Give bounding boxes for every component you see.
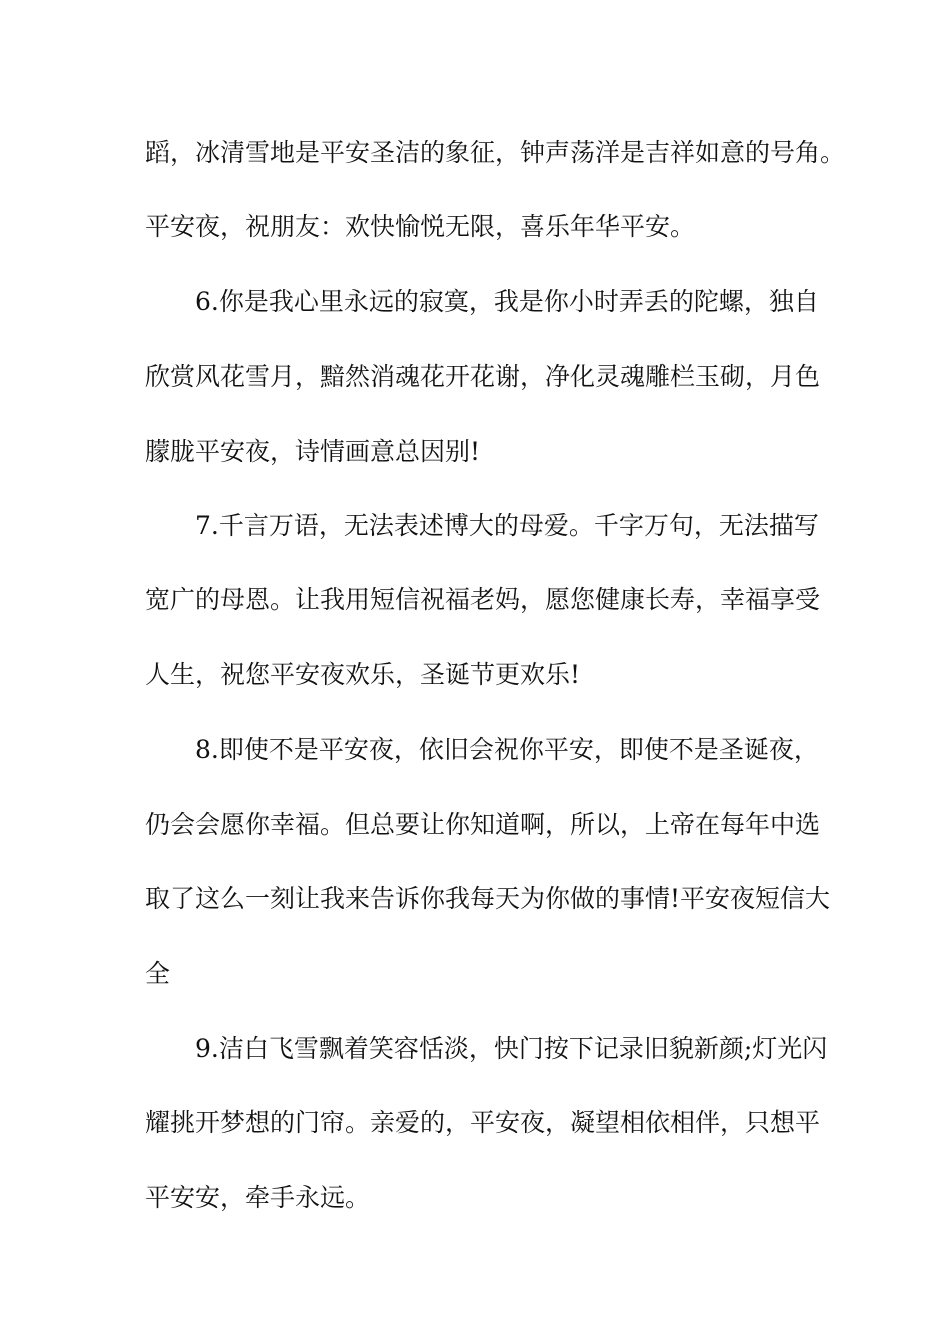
text-line-3: 6.你是我心里永远的寂寞，我是你小时弄丢的陀螺，独自 [145,287,819,316]
text-line-1: 蹈，冰清雪地是平安圣洁的象征，钟声荡洋是吉祥如意的号角。 [145,138,846,167]
text-line-4: 欣赏风花雪月，黯然消魂花开花谢，净化灵魂雕栏玉砌，月色 [145,362,821,391]
text-line-10: 仍会会愿你幸福。但总要让你知道啊，所以，上帝在每年中选 [145,810,821,839]
text-line-13: 9.洁白飞雪飘着笑容恬淡，快门按下记录旧貌新颜;灯光闪 [145,1034,828,1063]
text-line-12: 全 [145,959,171,988]
text-line-14: 耀挑开梦想的门帘。亲爱的，平安夜，凝望相依相伴，只想平 [145,1108,821,1137]
text-line-5: 朦胧平安夜，诗情画意总因别! [145,437,481,466]
text-line-6: 7.千言万语，无法表述博大的母爱。千字万句，无法描写 [145,511,819,540]
text-line-2: 平安夜，祝朋友：欢快愉悦无限，喜乐年华平安。 [145,212,696,241]
text-line-9: 8.即使不是平安夜，依旧会祝你平安，即使不是圣诞夜， [145,735,819,764]
text-line-7: 宽广的母恩。让我用短信祝福老妈，愿您健康长寿，幸福享受 [145,585,821,614]
text-line-15: 平安安，牵手永远。 [145,1183,371,1212]
text-line-11: 取了这么一刻让我来告诉你我每天为你做的事情!平安夜短信大 [145,884,831,913]
text-line-8: 人生，祝您平安夜欢乐，圣诞节更欢乐! [145,660,581,689]
